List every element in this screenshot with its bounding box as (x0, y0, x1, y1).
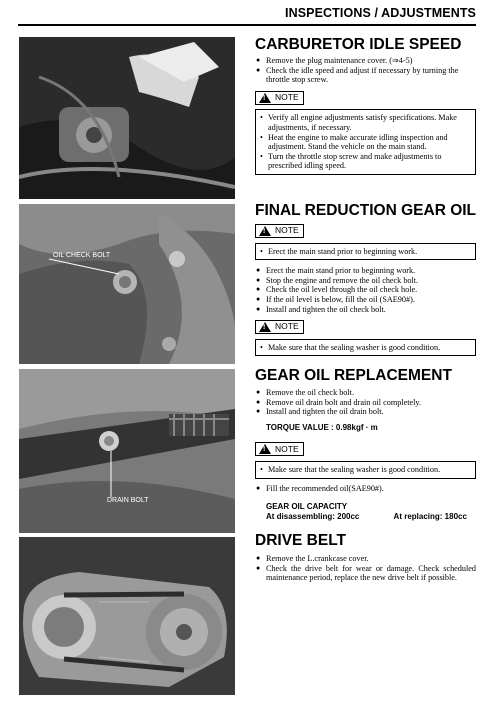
list-item: ● Stop the engine and remove the oil check bolt. (255, 276, 476, 286)
warning-icon (259, 93, 271, 103)
list-item: • Make sure that the sealing washer is good condition. (260, 465, 471, 475)
list-item: • Heat the engine to make accurate idling inspection and adjustment. Stand the vehicle on the main stand. (260, 133, 471, 152)
list-item: ● Erect the main stand prior to beginning work. (255, 266, 476, 276)
step-list (255, 484, 476, 494)
note-label: NOTE (275, 91, 299, 102)
oil-check-bolt-label: OIL CHECK BOLT (53, 252, 111, 259)
list-item: • Turn the throttle stop screw and make adjustments to prescribed idling speed. (260, 152, 471, 171)
warning-icon (259, 444, 271, 454)
note-label: NOTE (275, 225, 299, 236)
list-item: • Make sure that the sealing washer is good condition. (260, 343, 471, 353)
list-item: ● Install and tighten the oil drain bolt. (255, 407, 476, 417)
page-header-title: INSPECTIONS / ADJUSTMENTS (285, 6, 476, 20)
note-box (255, 339, 476, 357)
section-title: CARBURETOR IDLE SPEED (255, 36, 462, 53)
list-item: ● Remove the oil check bolt. (255, 388, 476, 398)
section-title: GEAR OIL REPLACEMENT (255, 367, 452, 384)
note-box (255, 109, 476, 175)
note-box (255, 243, 476, 261)
list-item: • Erect the main stand prior to beginning work. (260, 247, 471, 257)
capacity-values (255, 512, 476, 522)
carburetor-photo (19, 37, 235, 199)
list-item: ● Check the drive belt for wear or damage. Check scheduled maintenance period, replace the new drive belt if possible. (255, 564, 476, 583)
section-title: DRIVE BELT (255, 532, 346, 549)
capacity-disassembly: At disassembling: 200cc (266, 512, 360, 522)
drive-belt-section (255, 532, 476, 583)
note-label: NOTE (275, 443, 299, 454)
final-gear-oil-section (255, 202, 476, 356)
step-list (255, 56, 476, 85)
note-label: NOTE (275, 321, 299, 332)
warning-icon (259, 226, 271, 236)
note-box (255, 461, 476, 479)
step-list (255, 554, 476, 583)
list-item: ● If the oil level is below, fill the oil (SAE90#). (255, 295, 476, 305)
note-tag (255, 224, 304, 238)
carburetor-section (255, 36, 476, 175)
note-tag (255, 320, 304, 334)
list-item: ● Check the idle speed and adjust if necessary by turning the throttle stop screw. (255, 66, 476, 85)
list-item: ● Remove the plug maintenance cover. (⇒4-5) (255, 56, 476, 66)
drain-bolt-photo (19, 369, 235, 533)
gear-oil-replacement-section (255, 367, 476, 522)
torque-value: TORQUE VALUE : 0.98kgf · m (266, 422, 378, 432)
list-item: ● Remove the L.crankcase cover. (255, 554, 476, 564)
capacity-title: GEAR OIL CAPACITY (266, 502, 348, 512)
oil-check-bolt-photo (19, 204, 235, 364)
note-tag (255, 442, 304, 456)
drive-belt-photo (19, 537, 235, 695)
step-list (255, 266, 476, 314)
list-item: • Verify all engine adjustments satisfy specifications. Make adjustments, if necessary. (260, 113, 471, 132)
list-item: ● Check the oil level through the oil check hole. (255, 285, 476, 295)
warning-icon (259, 322, 271, 332)
note-tag (255, 91, 304, 105)
list-item: ● Install and tighten the oil check bolt. (255, 305, 476, 315)
list-item: ● Fill the recommended oil(SAE90#). (255, 484, 476, 494)
step-list (255, 388, 476, 417)
section-title: FINAL REDUCTION GEAR OIL (255, 202, 477, 219)
drain-bolt-label: DRAIN BOLT (107, 497, 149, 504)
list-item: ● Remove oil drain bolt and drain oil completely. (255, 398, 476, 408)
capacity-replacing: At replacing: 180cc (393, 512, 467, 522)
header-rule (18, 24, 476, 26)
